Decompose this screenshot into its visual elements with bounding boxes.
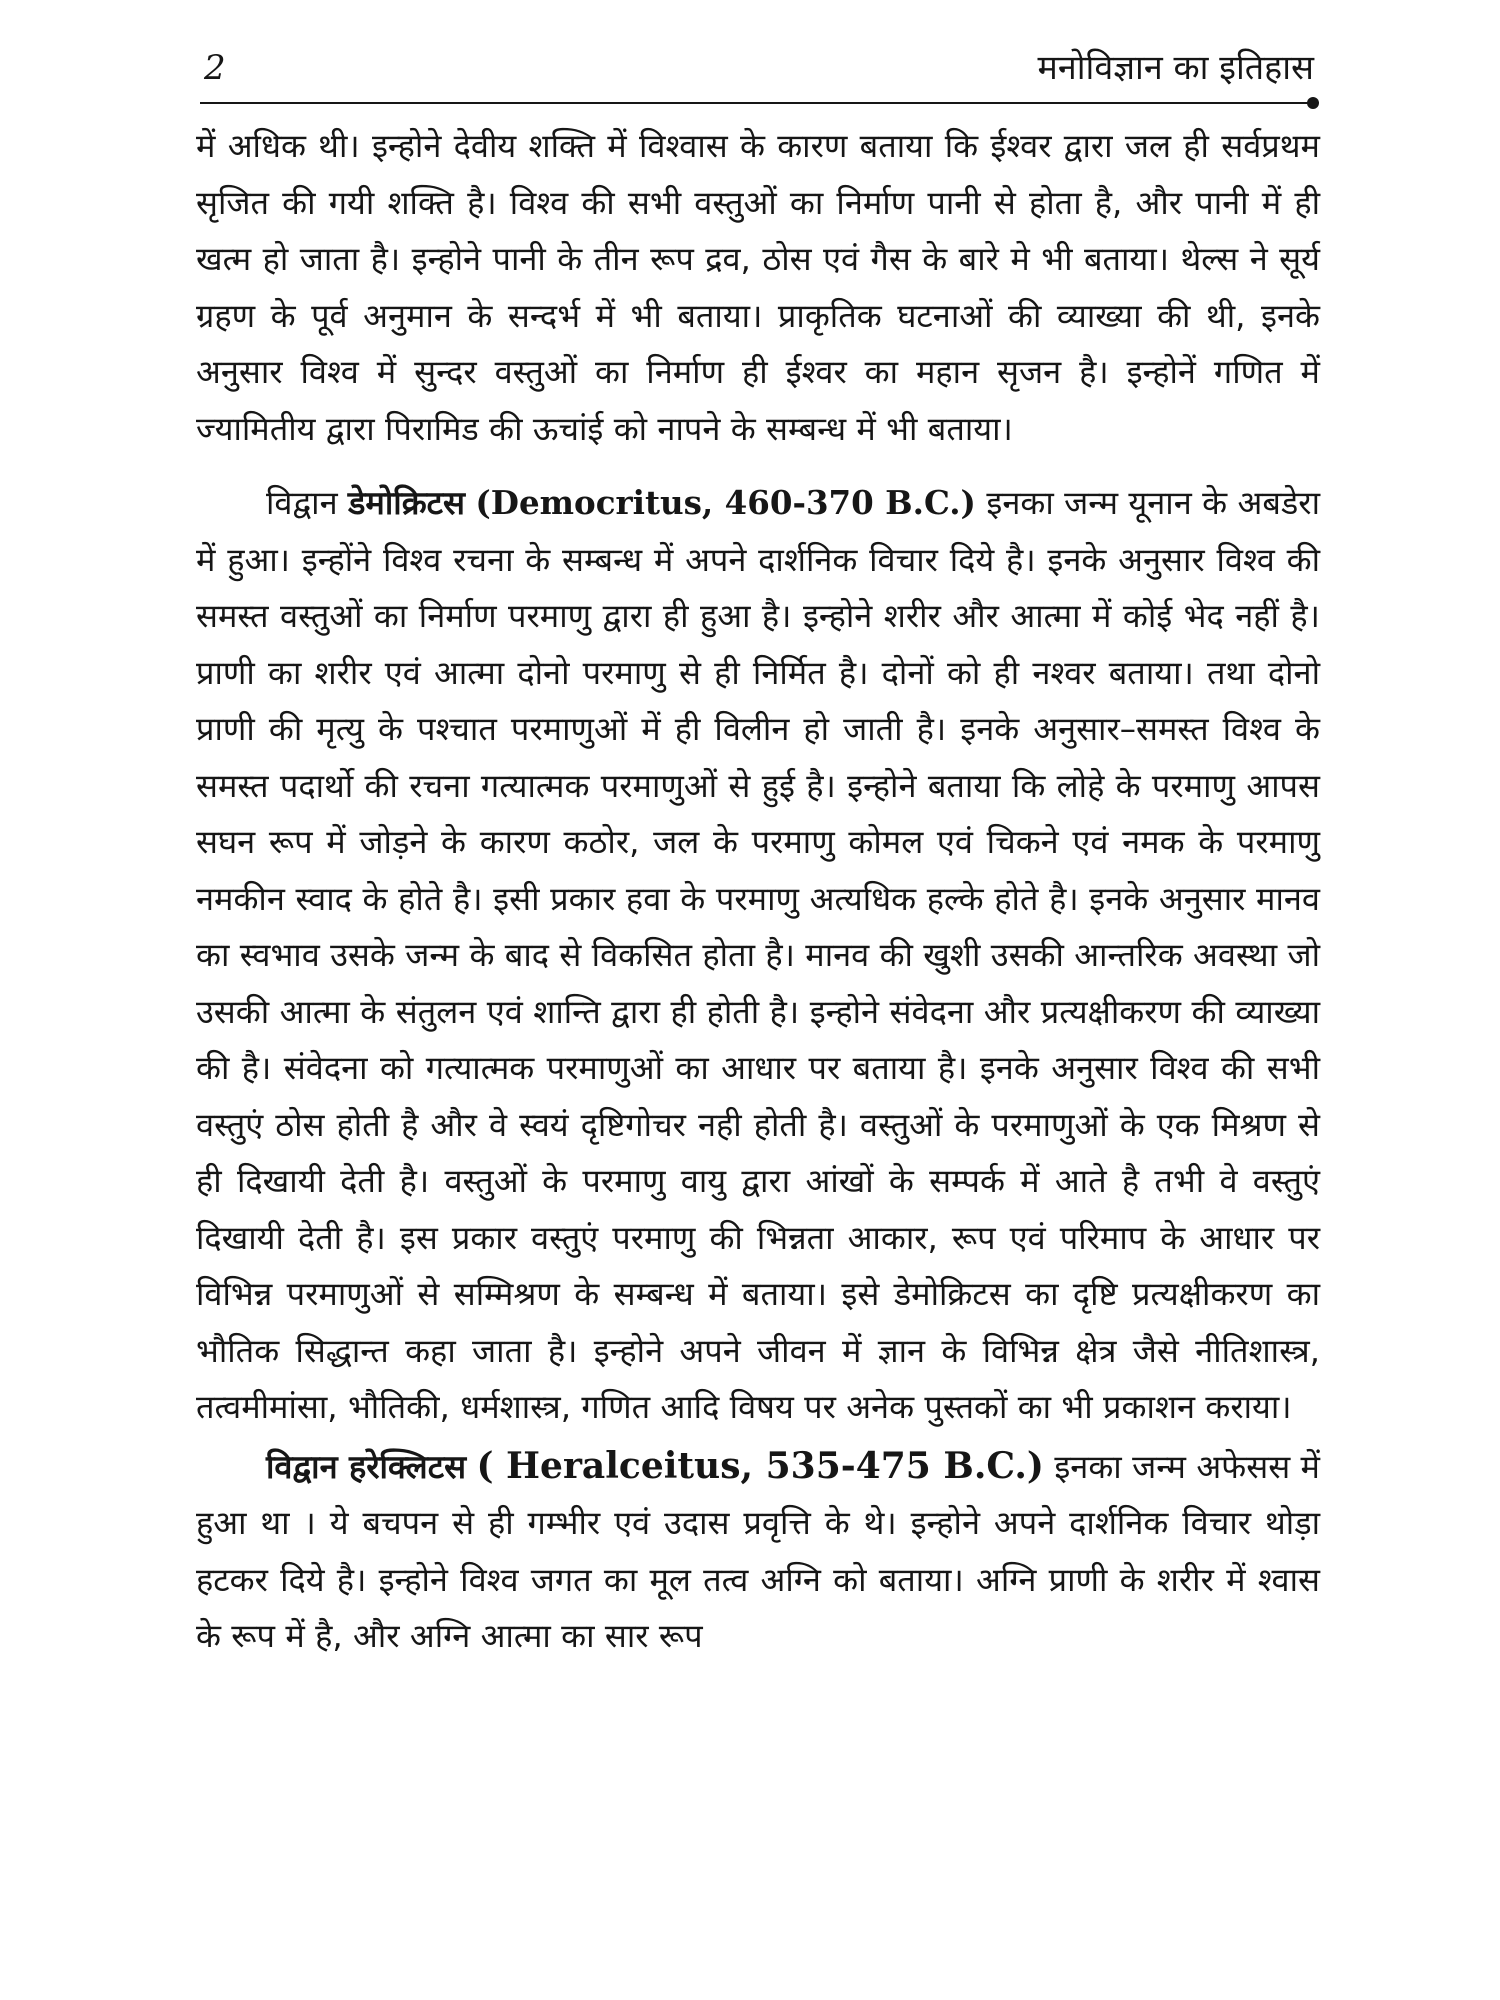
scholar-name: डेमोक्रिटस	[348, 484, 466, 522]
paragraph-lead: विद्वान	[266, 484, 338, 522]
scholar-latin-name: (Democritus, 460-370 B.C.)	[475, 483, 976, 522]
paragraph-text: इनका जन्म अफेसस में हुआ था । ये बचपन से ही गम्भीर एवं उदास प्रवृत्ति के थे। इन्होने अपने दार्शनिक विचार थोड़ा हटकर दिये है। इन्होने विश्व जगत का मूल तत्व अग्नि को बताया। अग्नि प्राणी के शरीर में श्वास के रूप में है, और अग्नि आत्मा का सार रूप	[196, 1447, 1320, 1655]
scholar-name: विद्वान हरेक्लिटस	[266, 1447, 467, 1486]
paragraph-text: इनका जन्म यूनान के अबडेरा में हुआ। इन्होंने विश्व रचना के सम्बन्ध में अपने दार्शनिक विचार दिये है। इनके अनुसार विश्व की समस्त वस्तुओं का निर्माण परमाणु द्वारा ही हुआ है। इन्होने शरीर और आत्मा में कोई भेद नहीं है। प्राणी का शरीर एवं आत्मा दोनो परमाणु से ही निर्मित है। दोनों को ही नश्वर बताया। तथा दोनो प्राणी की मृत्यु के पश्चात परमाणुओं में ही विलीन हो जाती है। इनके अनुसार–समस्त विश्व के समस्त पदार्थो की रचना गत्यात्मक परमाणुओं से हुई है। इन्होने बताया कि लोहे के परमाणु आपस सघन रूप में जोड़ने के कारण कठोर, जल के परमाणु कोमल एवं चिकने एवं नमक के परमाणु नमकीन स्वाद के होते है। इसी प्रकार हवा के परमाणु अत्यधिक हल्के होते है। इनके अनुसार मानव का स्वभाव उसके जन्म के बाद से विकसित होता है। मानव की खुशी उसकी आन्तरिक अवस्था जो उसकी आत्मा के संतुलन एवं शान्ति द्वारा ही होती है। इन्होने संवेदना और प्रत्यक्षीकरण की व्याख्या की है। संवेदना को गत्यात्मक परमाणुओं का आधार पर बताया है। इनके अनुसार विश्व की सभी वस्तुएं ठोस होती है और वे स्वयं दृष्टिगोचर नही होती है। वस्तुओं के परमाणुओं के एक मिश्रण से ही दिखायी देती है। वस्तुओं के परमाणु वायु द्वारा आंखों के सम्पर्क में आते है तभी वे वस्तुएं दिखायी देती है। इस प्रकार वस्तुएं परमाणु की भिन्नता आकार, रूप एवं परिमाप के आधार पर विभिन्न परमाणुओं से सम्मिश्रण के सम्बन्ध में बताया। इसे डेमोक्रिटस का दृष्टि प्रत्यक्षीकरण का भौतिक सिद्धान्त कहा जाता है। इन्होने अपने जीवन में ज्ञान के विभिन्न क्षेत्र जैसे नीतिशास्त्र, तत्वमीमांसा, भौतिकी, धर्मशास्त्र, गणित आदि विषय पर अनेक पुस्तकों का भी प्रकाशन कराया।	[196, 484, 1320, 1426]
page-number: 2	[204, 48, 226, 88]
page-body	[196, 118, 1320, 1665]
page-header	[200, 46, 1320, 106]
paragraph-heraclitus	[196, 1438, 1320, 1665]
scholar-latin-name: ( Heralceitus, 535-475 B.C.)	[476, 1444, 1044, 1487]
paragraph-democritus	[196, 475, 1320, 1436]
running-title: मनोविज्ञान का इतिहास	[1037, 48, 1314, 88]
paragraph-thales-continued	[196, 118, 1320, 457]
paragraph-text: में अधिक थी। इन्होने देवीय शक्ति में विश्वास के कारण बताया कि ईश्वर द्वारा जल ही सर्वप्रथम सृजित की गयी शक्ति है। विश्व की सभी वस्तुओं का निर्माण पानी से होता है, और पानी में ही खत्म हो जाता है। इन्होने पानी के तीन रूप द्रव, ठोस एवं गैस के बारे मे भी बताया। थेल्स ने सूर्य ग्रहण के पूर्व अनुमान के सन्दर्भ में भी बताया। प्राकृतिक घटनाओं की व्याख्या की थी, इनके अनुसार विश्व में सुन्दर वस्तुओं का निर्माण ही ईश्वर का महान सृजन है। इन्होनें गणित में ज्यामितीय द्वारा पिरामिड की ऊचांई को नापने के सम्बन्ध में भी बताया।	[196, 127, 1320, 448]
header-rule-dot	[1307, 97, 1319, 109]
header-rule	[200, 102, 1312, 104]
